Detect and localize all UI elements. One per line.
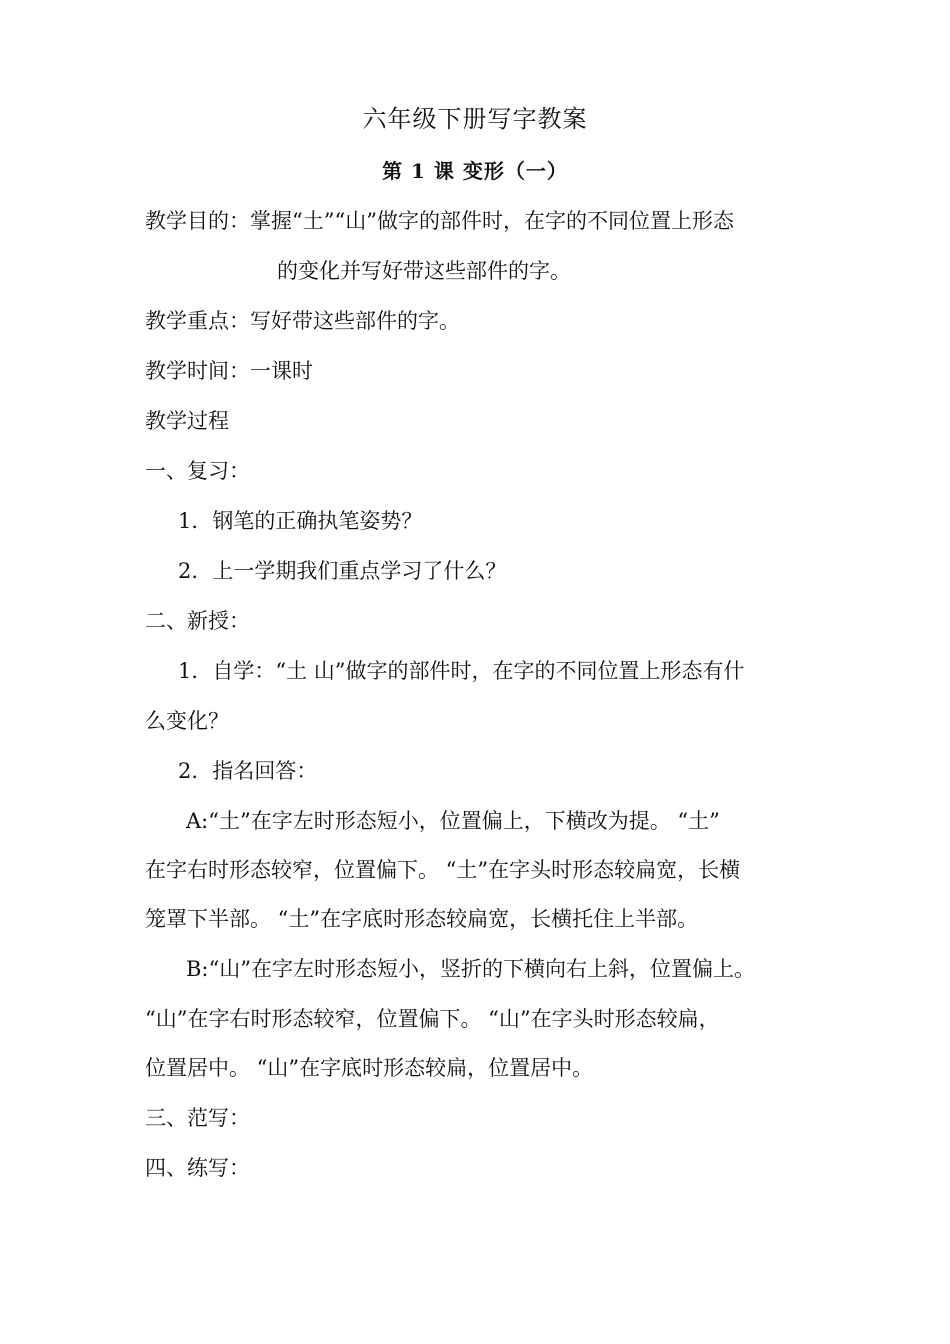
answer-a-line-1: A:“土”在字左时形态短小，位置偏上，下横改为提。 “土” bbox=[186, 809, 720, 833]
review-item-1: 1．钢笔的正确执笔姿势？ bbox=[178, 509, 423, 533]
objective-line-2: 的变化并写好带这些部件的字。 bbox=[277, 259, 571, 283]
model-writing-heading: 三、范写： bbox=[145, 1106, 250, 1130]
answer-a-line-2: 在字右时形态较窄，位置偏下。 “土”在字头时形态较扁宽，长横 bbox=[145, 858, 741, 882]
teaching-time: 教学时间：一课时 bbox=[145, 359, 313, 383]
process-heading: 教学过程 bbox=[145, 409, 229, 433]
self-study-line-2: 么变化？ bbox=[145, 709, 229, 733]
self-study-line-1: 1．自学：“土 山”做字的部件时，在字的不同位置上形态有什 bbox=[178, 659, 745, 683]
answer-prompt: 2．指名回答： bbox=[178, 759, 318, 783]
answer-a-line-3: 笼罩下半部。 “土”在字底时形态较扁宽，长横托住上半部。 bbox=[145, 907, 699, 931]
answer-b-line-2: “山”在字右时形态较窄，位置偏下。 “山”在字头时形态较扁， bbox=[145, 1007, 720, 1031]
answer-b-line-3: 位置居中。 “山”在字底时形态较扁，位置居中。 bbox=[145, 1056, 594, 1080]
review-heading: 一、复习： bbox=[145, 459, 250, 483]
practice-heading: 四、练写： bbox=[145, 1156, 250, 1180]
answer-b-line-1: B:“山”在字左时形态短小，竖折的下横向右上斜，位置偏上。 bbox=[186, 957, 755, 981]
review-item-2: 2．上一学期我们重点学习了什么？ bbox=[178, 559, 507, 583]
teaching-focus: 教学重点：写好带这些部件的字。 bbox=[145, 309, 460, 333]
new-lesson-heading: 二、新授： bbox=[145, 609, 250, 633]
objective-line-1: 教学目的：掌握“土”“山”做字的部件时，在字的不同位置上形态 bbox=[145, 209, 734, 233]
lesson-subtitle: 第 1 课 变形（一） bbox=[382, 159, 568, 183]
document-title: 六年级下册写字教案 bbox=[362, 105, 588, 133]
